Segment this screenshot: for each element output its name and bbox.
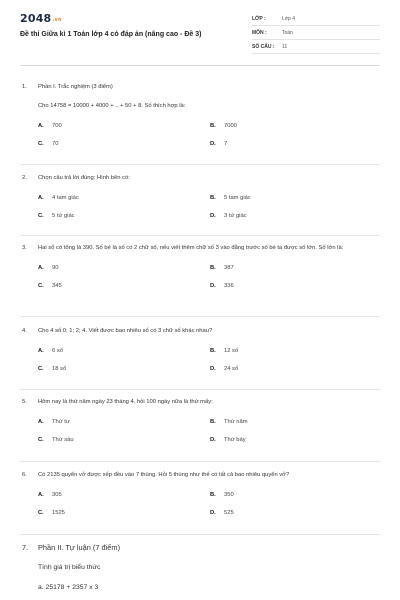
option-d[interactable]: D. 24 số	[210, 366, 239, 372]
option-c[interactable]: C. Thứ sáu	[38, 437, 74, 443]
question-text: 4. Cho 4 số 0; 1; 2; 4. Viết được bao nhiêu số có 3 chữ số khác nhau?	[22, 328, 213, 334]
question-number: 5.	[22, 399, 27, 405]
logo-tld: .vn	[52, 17, 62, 23]
question-number: 2.	[22, 175, 27, 181]
meta-row-question-count	[252, 40, 380, 54]
option-c[interactable]: C. 1525	[38, 510, 65, 516]
option-a[interactable]: A. 6 số	[38, 348, 63, 354]
meta-row-subject	[252, 26, 380, 40]
question-text: 6. Có 2135 quyển vở được xếp đều vào 7 thùng. Hỏi 5 thùng như thế có tất cả bao nhiêu quyển vở?	[22, 472, 290, 478]
header-divider	[20, 65, 380, 66]
option-c[interactable]: C. 18 số	[38, 366, 67, 372]
question-3	[22, 243, 382, 298]
question-divider	[20, 316, 380, 317]
question-number: 6.	[22, 472, 27, 478]
question-divider	[20, 164, 380, 165]
question-4	[22, 326, 382, 381]
answer-options	[22, 192, 382, 222]
document-header	[0, 0, 400, 70]
question-divider	[20, 235, 380, 236]
meta-label: MÔN :	[252, 29, 267, 36]
option-d[interactable]: D. Thứ bảy	[210, 437, 246, 443]
question-prompt: Cho 14758 = 10000 + 4000 + .. + 50 + 8. Số thích hợp là:	[38, 103, 186, 109]
meta-row-class	[252, 12, 380, 26]
option-b[interactable]: B. 5 tam giác	[210, 195, 251, 201]
answer-options	[22, 489, 382, 519]
option-b[interactable]: B. 387	[210, 265, 234, 271]
question-number: 1.	[22, 84, 27, 90]
option-a[interactable]: A. 4 tam giác	[38, 195, 79, 201]
option-d[interactable]: D. 3 tứ giác	[210, 213, 247, 219]
option-c[interactable]: C. 70	[38, 141, 59, 147]
meta-label: SỐ CÂU :	[252, 43, 275, 50]
option-d[interactable]: D. 7	[210, 141, 228, 147]
question-prompt: Tính giá trị biểu thức	[38, 564, 101, 571]
question-text: 1. Phần I. Trắc nghiệm (3 điểm)	[22, 84, 113, 90]
option-a[interactable]: A. 305	[38, 492, 62, 498]
question-1	[22, 82, 382, 156]
meta-value: 11	[282, 43, 288, 50]
question-number: 3.	[22, 245, 27, 251]
option-b[interactable]: B. 12 số	[210, 348, 239, 354]
question-text: 2. Chọn câu trả lời đúng: Hình bên có:	[22, 175, 130, 181]
option-a[interactable]: A. 90	[38, 265, 59, 271]
question-6	[22, 470, 382, 525]
question-2	[22, 173, 382, 228]
question-text: 3. Hai số có tổng là 390. Số bé là số có 2 chữ số, nếu viết thêm chữ số 3 vào đằng trước số bé ta được số lớn. Số lớn là:	[22, 245, 344, 251]
meta-value: Lớp 4	[282, 15, 296, 22]
option-b[interactable]: B. 7000	[210, 123, 237, 129]
exam-meta-table	[252, 12, 380, 54]
answer-options	[22, 416, 382, 446]
meta-value: Toán	[282, 29, 293, 36]
question-text: 5. Hôm nay là thứ năm ngày 23 tháng 4, hỏi 100 ngày nữa là thứ mấy:	[22, 399, 213, 405]
page-title: Đề thi Giữa kì 1 Toán lớp 4 có đáp án (nâng cao - Đề 3)	[20, 31, 202, 38]
option-d[interactable]: D. 336	[210, 283, 234, 289]
question-7	[22, 542, 382, 594]
option-b[interactable]: B. Thứ năm	[210, 419, 248, 425]
option-a[interactable]: A. 700	[38, 123, 62, 129]
question-divider	[20, 389, 380, 390]
question-number: 4.	[22, 328, 27, 334]
question-5	[22, 397, 382, 452]
option-c[interactable]: C. 5 tứ giác	[38, 213, 75, 219]
answer-options	[22, 345, 382, 375]
question-expression: a. 25178 + 2357 x 3	[38, 584, 99, 591]
option-d[interactable]: D. 525	[210, 510, 234, 516]
option-c[interactable]: C. 345	[38, 283, 62, 289]
option-a[interactable]: A. Thứ tư	[38, 419, 70, 425]
answer-options	[22, 120, 382, 150]
question-text: 7. Phần II. Tự luận (7 điểm)	[22, 543, 121, 552]
question-divider	[20, 534, 380, 535]
question-divider	[20, 461, 380, 462]
meta-label: LỚP :	[252, 15, 266, 22]
question-number: 7.	[22, 543, 29, 552]
answer-options	[22, 262, 382, 292]
option-b[interactable]: B. 350	[210, 492, 234, 498]
site-logo[interactable]: 2048.vn	[20, 12, 62, 25]
